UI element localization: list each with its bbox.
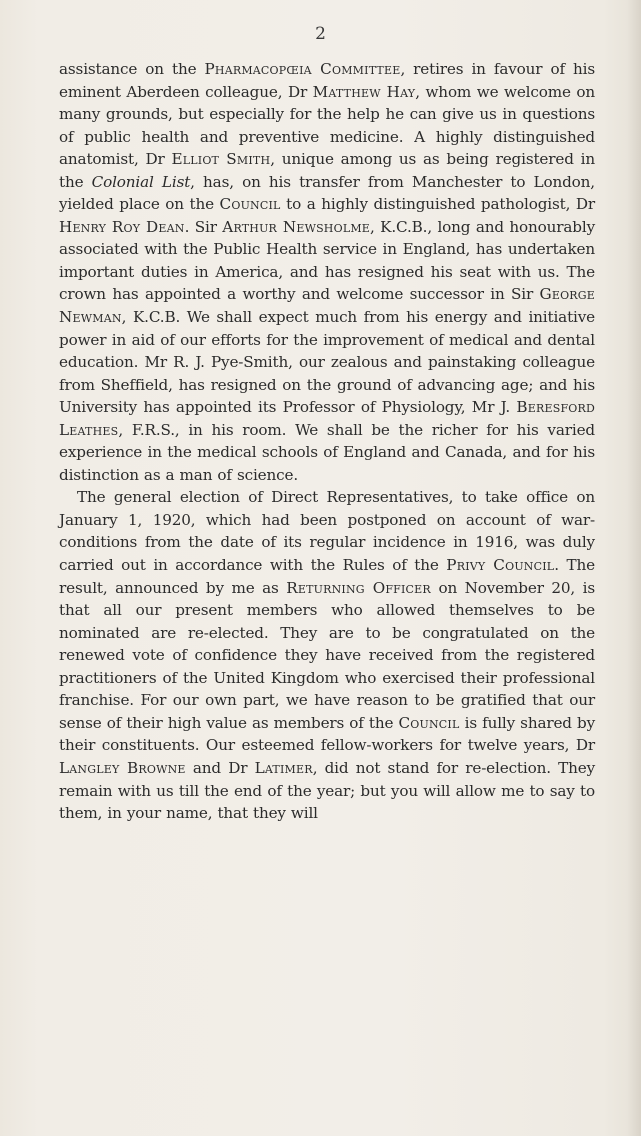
text-run: , has, on his transfer from Manchester to London, yielded place on the — [59, 172, 595, 214]
person-name: Matthew Hay — [312, 82, 416, 101]
office-title: Returning Officer — [286, 578, 431, 597]
person-name: R. J. Pye-Smith — [173, 353, 289, 372]
page-edge-shadow — [627, 0, 641, 1136]
body-text — [59, 58, 595, 825]
text-run: . Sir — [184, 217, 223, 236]
text-run: , did not stand for re-election. They remain with us till the end of the year; but you will allow me to say to them, in your name, that they will — [59, 758, 595, 823]
council-name: Council — [398, 713, 460, 732]
text-run: and Dr — [185, 758, 255, 777]
text-run: is fully shared by their constituents. Our esteemed fellow-workers for twelve years, Dr — [59, 713, 596, 755]
text-run: assistance on the — [59, 60, 205, 78]
person-name: George Newman — [59, 285, 595, 327]
text-run: to a highly distinguished pathologist, Dr — [280, 195, 595, 214]
person-name: Elliot Smith — [171, 150, 271, 169]
text-run: . The result, announced by me as — [59, 556, 595, 597]
text-run: , unique among us as being registered in the — [59, 150, 595, 191]
person-name: Arthur Newsholme — [222, 217, 371, 236]
committee-name: Pharmacopœia Committee — [204, 60, 401, 78]
text-run: , retires in favour of his eminent Aberdeen colleague, Dr — [59, 60, 595, 101]
person-name: Langley Browne — [59, 758, 186, 777]
paragraph-1 — [59, 58, 595, 486]
person-name: Beresford Leathes — [59, 398, 595, 439]
text-run: , our zealous and painstaking colleague from Sheffield, has resigned on the ground of advancing age; and his University has appointed its Professor of Physiology, Mr J. — [59, 353, 596, 417]
council-name: Privy Council — [446, 556, 555, 575]
text-run: , F.R.S., in his room. We shall be the richer for his varied experience in the medical schools of England and Canada, and for his distinction as a man of science. — [59, 420, 595, 484]
list-title: Colonial List — [91, 172, 191, 191]
text-run: on November 20, is that all our present members who allowed themselves to be nominated are re-elected. They are to be congratulated on the renewed vote of confidence they have received from the registered practitioners of the United Kingdom who exercised their professional franchise. For our own part, we have reason to be gratified that our sense of their high value as members of the — [59, 578, 596, 732]
paragraph-2 — [59, 486, 595, 824]
person-name: Latimer — [254, 758, 313, 777]
text-run: , K.C.B. We shall expect much from his energy and initiative power in aid of our efforts for the improvement of medical and dental education. Mr — [59, 308, 595, 372]
council-name: Council — [219, 195, 281, 214]
text-run: The general election of Direct Representatives, to take office on January 1, 1920, which had been postponed on account of war-conditions from the date of its regular incidence in 1916, was duly carried out in accordance with the Rules of the — [59, 488, 595, 575]
person-name: Henry Roy Dean — [59, 217, 185, 236]
text-run: , K.C.B., long and honourably associated with the Public Health service in England, has undertaken important duties in America, and has resigned his seat with us. The crown has appointed a worthy and welcome successor in Sir — [59, 217, 595, 304]
text-run: , whom we welcome on many grounds, but especially for the help he can give us in questions of public health and preventive medicine. A highly distinguished anatomist, Dr — [59, 82, 595, 169]
page-number: 2 — [315, 24, 326, 44]
